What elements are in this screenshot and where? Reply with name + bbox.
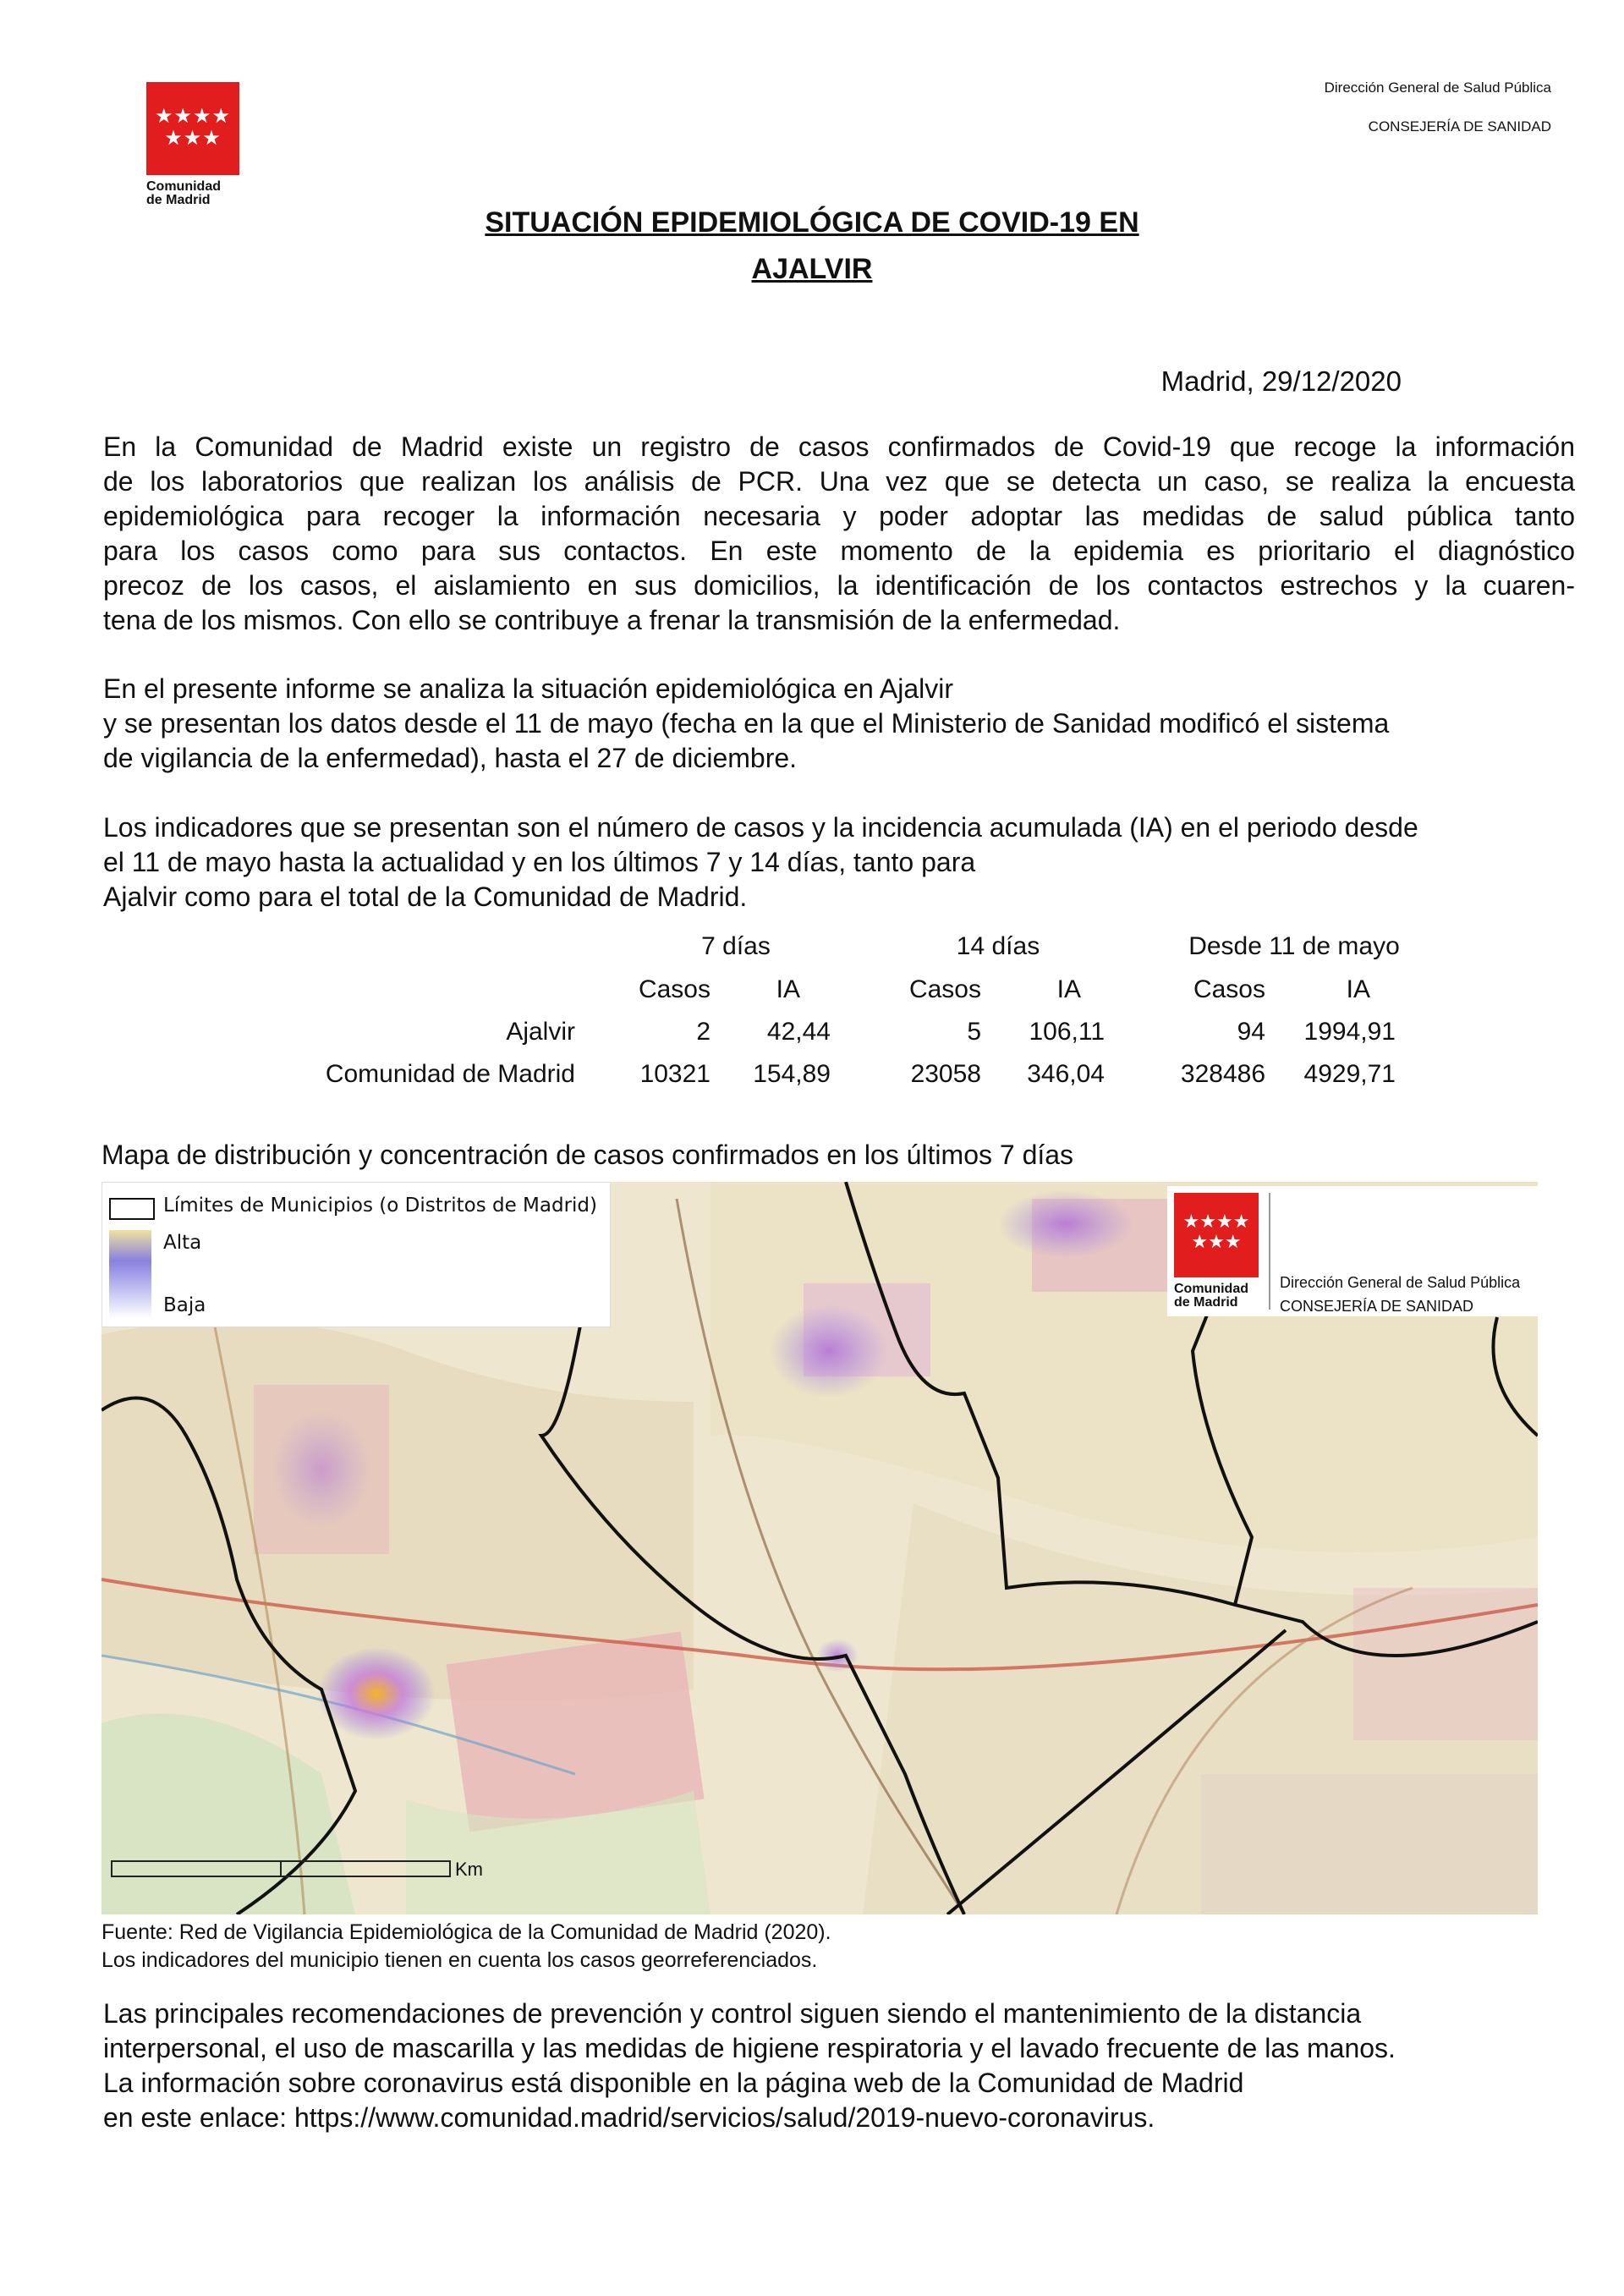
table-subheader: Casos: [1193, 975, 1265, 1003]
text-line: el 11 de mayo hasta la actualidad y en los últimos 7 y 14 días, tanto para: [103, 847, 976, 877]
map-scale-label: Km: [455, 1859, 483, 1880]
table-cell: 23058: [910, 1060, 981, 1088]
text-line: La información sobre coronavirus está disponible en la página web de la Comunidad de Madrid: [103, 2068, 1244, 2098]
table-subheader: IA: [776, 975, 800, 1003]
legend-high-label: Alta: [163, 1232, 202, 1254]
map-logo-name-line2: de Madrid: [1174, 1295, 1238, 1310]
report-date: Madrid, 29/12/2020: [1160, 365, 1402, 397]
text-line: en este enlace: https://www.comunidad.madrid/servicios/salud/2019-nuevo-coronavirus.: [103, 2102, 1155, 2133]
text-line: Las principales recomendaciones de prevención y control siguen siendo el mantenimiento de la distancia: [103, 1998, 1362, 2029]
legend-boundary-label: Límites de Municipios (o Distritos de Madrid): [163, 1195, 598, 1217]
map-logo-name-line1: Comunidad: [1174, 1282, 1248, 1296]
text-line: interpersonal, el uso de mascarilla y las medidas de higiene respiratoria y el lavado frecuente de las manos.: [103, 2033, 1396, 2063]
map-logo-department: Dirección General de Salud Pública: [1280, 1274, 1521, 1291]
flag-stars: ★★★★ ★★★: [154, 105, 232, 150]
source-note: Fuente: Red de Vigilancia Epidemiológica de la Comunidad de Madrid (2020).: [102, 1920, 831, 1944]
text-line: tena de los mismos. Con ello se contribuye a frenar la transmisión de la enfermedad.: [103, 605, 1121, 635]
text-line: de vigilancia de la enfermedad), hasta el 27 de diciembre.: [103, 743, 798, 773]
comunidad-madrid-logo: [146, 82, 241, 207]
scope-paragraph: [103, 672, 1575, 776]
header-department: Dirección General de Salud Pública: [1324, 80, 1551, 96]
divider: [1269, 1193, 1270, 1310]
legend-low-label: Baja: [163, 1294, 206, 1316]
table-cell: 1994,91: [1303, 1018, 1396, 1046]
map-caption: Mapa de distribución y concentración de casos confirmados en los últimos 7 días: [102, 1140, 1074, 1170]
table-row-label: Comunidad de Madrid: [325, 1060, 575, 1088]
flag-stars: ★★★★ ★★★: [1182, 1211, 1250, 1252]
table-subheader: IA: [1346, 975, 1370, 1003]
text-line: En la Comunidad de Madrid existe un registro de casos confirmados de Covid-19 que recoge la información: [103, 431, 1575, 462]
logo-name-line1: Comunidad: [146, 179, 221, 194]
text-line: para los casos como para sus contactos. En este momento de la epidemia es prioritario el diagnóstico: [103, 536, 1575, 566]
intro-paragraph: [103, 430, 1575, 638]
text-line: En el presente informe se analiza la situación epidemiológica en Ajalvir: [103, 673, 954, 704]
madrid-flag-icon: [146, 82, 239, 175]
text-line: Los indicadores que se presentan son el número de casos y la incidencia acumulada (IA) en el periodo desde: [103, 812, 1418, 843]
text-line: de los laboratorios que realizan los análisis de PCR. Una vez que se detecta un caso, se realiza la encuesta: [103, 466, 1575, 497]
table-group-header: 14 días: [956, 932, 1040, 960]
title-line1: SITUACIÓN EPIDEMIOLÓGICA DE COVID-19 EN: [485, 206, 1139, 239]
map-legend: [102, 1182, 611, 1327]
text-line: precoz de los casos, el aislamiento en sus domicilios, la identificación de los contactos estrechos y la cuaren-: [103, 570, 1575, 601]
boundary-swatch-icon: [109, 1198, 155, 1220]
map-logo-ministry: CONSEJERÍA DE SANIDAD: [1280, 1298, 1474, 1315]
table-row-label: Ajalvir: [506, 1018, 575, 1046]
density-gradient-icon: [109, 1230, 151, 1318]
logo-name-line2: de Madrid: [146, 193, 211, 207]
table-cell: 346,04: [1027, 1060, 1105, 1088]
table-group-header: 7 días: [701, 932, 771, 960]
table-cell: 4929,71: [1303, 1060, 1396, 1088]
table-cell: 42,44: [766, 1018, 831, 1046]
text-line: epidemiológica para recoger la información necesaria y poder adoptar las medidas de salud pública tanto: [103, 501, 1575, 531]
table-cell: 106,11: [1029, 1018, 1105, 1046]
table-subheader: IA: [1056, 975, 1081, 1003]
table-cell: 2: [696, 1018, 710, 1046]
table-cell: 154,89: [753, 1060, 831, 1088]
table-group-header: Desde 11 de mayo: [1188, 932, 1400, 960]
map-logo: [1167, 1186, 1538, 1316]
table-subheader: Casos: [908, 975, 981, 1003]
map-logo-name: [1174, 1283, 1248, 1310]
text-line: y se presentan los datos desde el 11 de mayo (fecha en la que el Ministerio de Sanidad modificó el sistema: [103, 708, 1390, 739]
text-line: Ajalvir como para el total de la Comunidad de Madrid.: [103, 882, 748, 912]
table-cell: 94: [1237, 1018, 1265, 1046]
title-line2: AJALVIR: [751, 253, 873, 285]
table-cell: 10321: [639, 1060, 710, 1088]
table-cell: 5: [967, 1018, 981, 1046]
indicators-paragraph: [103, 810, 1575, 915]
georef-note: Los indicadores del municipio tienen en cuenta los casos georreferenciados.: [102, 1948, 818, 1972]
header-ministry: CONSEJERÍA DE SANIDAD: [1368, 118, 1551, 135]
table-subheader: Casos: [638, 975, 710, 1003]
page-title: [0, 200, 1624, 293]
table-cell: 328486: [1180, 1060, 1265, 1088]
recommendations-paragraph: [103, 1997, 1575, 2135]
